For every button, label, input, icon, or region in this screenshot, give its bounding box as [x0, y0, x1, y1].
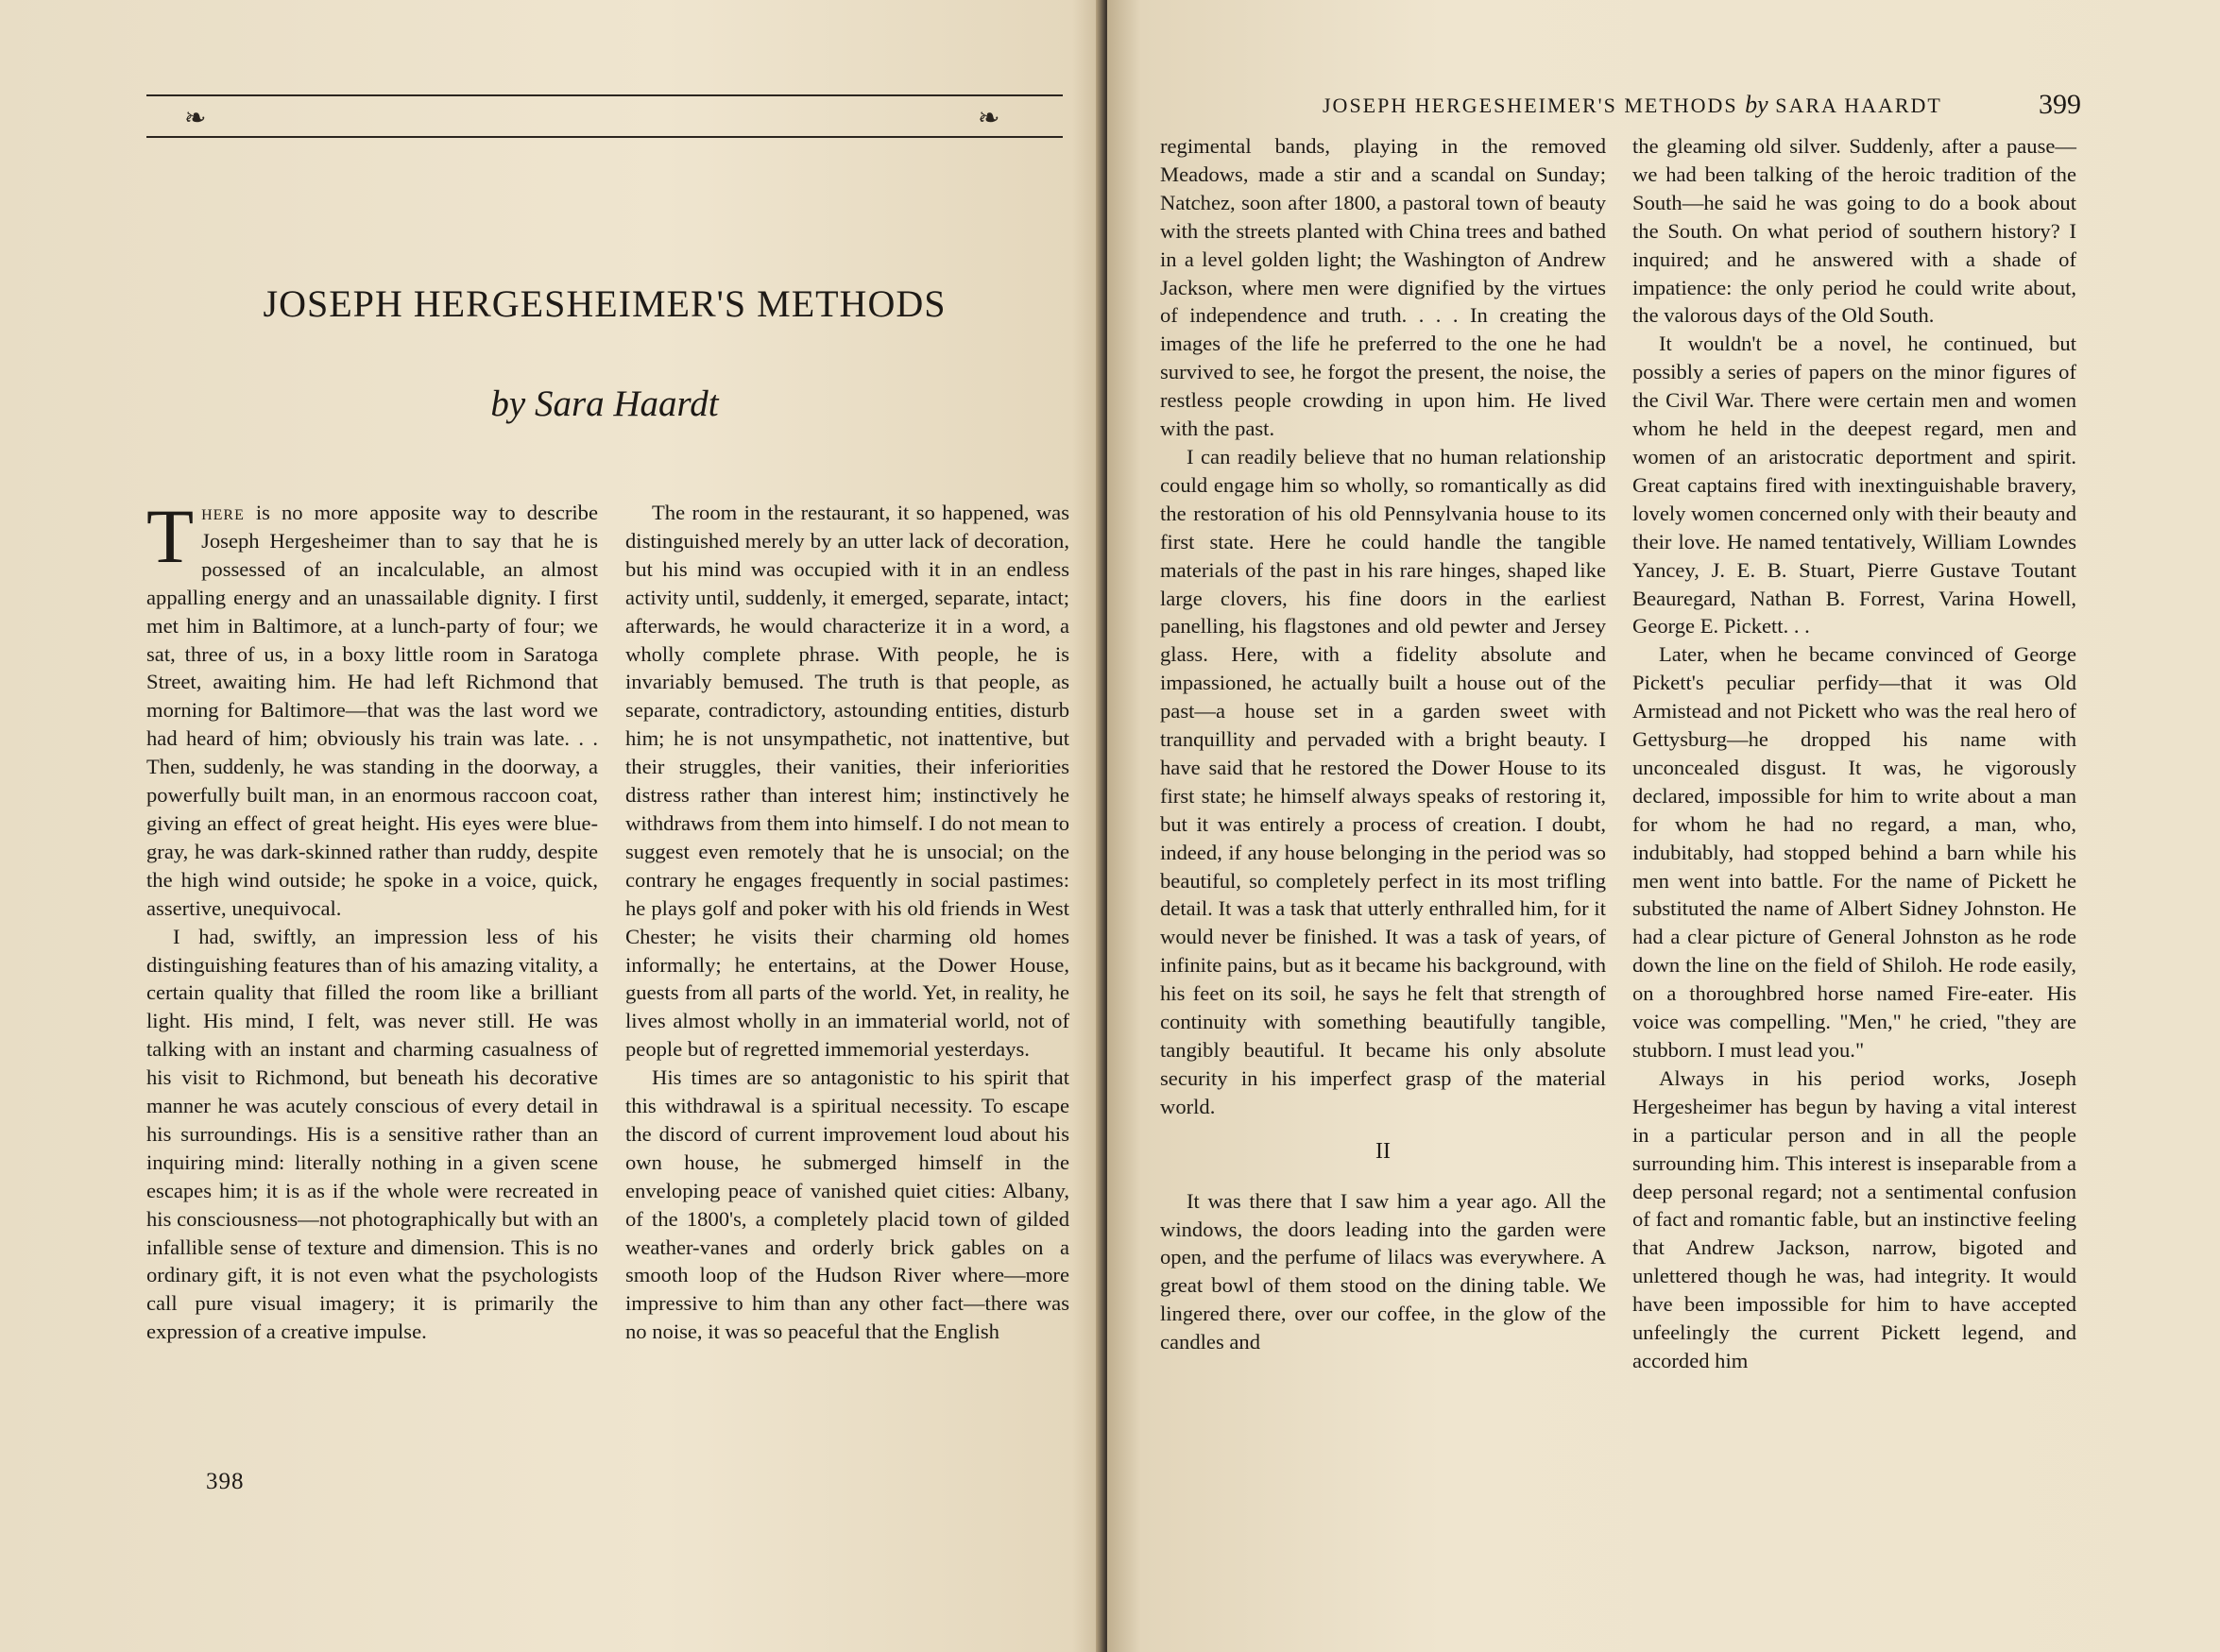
- paragraph: the gleaming old silver. Suddenly, after a pause—we had been talking of the heroic tradition of the South—he said he was going to do a book about the South. On what period of southern history? I inquired; and he answered with a shade of impatience: the only period he could write about, the valorous days of the Old South.: [1632, 134, 2076, 328]
- running-head-title: JOSEPH HERGESHEIMER'S METHODS: [1323, 94, 1738, 117]
- paragraph: His times are so antagonistic to his spirit that this withdrawal is a spiritual necessity. To escape the discord of current improvement loud about his own house, he submerged himself in the enveloping peace of vanished quiet cities: Albany, of the 1800's, a completely placid town of gilded weather-vanes and orderly brick gables on a smooth loop of the Hudson River where—more impressive to him than any other fact—there was no noise, it was so peaceful that the English: [625, 1065, 1069, 1344]
- left-column-2: [625, 499, 1069, 1346]
- paragraph: Always in his period works, Joseph Hergesheimer has begun by having a vital interest in a particular person and in all the people surrounding him. This interest is inseparable from a deep personal regard; not a sentimental confusion of fact and romantic fable, but an instinctive feeling that Andrew Jackson, narrow, bigoted and unlettered though he was, had integrity. It would have been impossible for him to have accepted unfeelingly the current Pickett legend, and accorded him: [1632, 1065, 2076, 1372]
- paragraph: I had, swiftly, an impression less of his distinguishing features than of his amazing vitality, a certain quality that filled the room like a brilliant light. His mind, I felt, was never still. He was talking with an instant and charming casualness of his visit to Richmond, but beneath his decorative manner he was acutely conscious of every detail in his surroundings. His is a sensitive rather than an inquiring mind: literally nothing in a given scene escapes him; it is as if the whole were recreated in his consciousness—not photographically but with an infallible sense of texture and dimension. This is no ordinary gift, it is not even what the psychologists call pure visual imagery; it is primarily the expression of a creative impulse.: [146, 924, 598, 1344]
- left-page: [0, 0, 1105, 1652]
- article-byline: by Sara Haardt: [490, 383, 719, 424]
- article-title: JOSEPH HERGESHEIMER'S METHODS: [263, 282, 947, 325]
- page-number: 399: [2039, 89, 2081, 120]
- paragraph: [146, 493, 598, 923]
- ornament-right-icon: ❧: [978, 104, 999, 133]
- paragraph: It was there that I saw him a year ago. All the windows, the doors leading into the garden were open, and the perfume of lilacs was everywhere. A great bowl of them stood on the dining table. We lingered there, over our coffee, in the glow of the candles and: [1160, 1188, 1606, 1354]
- paragraph: Later, when he became convinced of George Pickett's peculiar perfidy—that it was Old Armistead and not Pickett who was the real hero of Gettysburg—he dropped his name with unconcealed disgust. It was, he vigorously declared, impossible for him to write about a man for whom he had no regard, a man, who, indubitably, had stopped behind a barn while his men went into battle. For the name of Pickett he substituted the name of Albert Sidney Johnston. He had a clear picture of General Johnston as he rode down the line on the field of Shiloh. He rode easily, on a thoroughbred horse named Fire-eater. His voice was compelling. "Men," he cried, "they are stubborn. I must lead you.": [1632, 642, 2076, 1062]
- section-number: II: [1375, 1138, 1391, 1164]
- paragraph: I can readily believe that no human relationship could engage him so wholly, so romantically as did the restoration of his old Pennsylvania house to its first state. Here he could handle the tangible materials of the past in his rare hinges, shaped like large clovers, his fine doors in the earliest panelling, his flagstones and old pewter and Jersey glass. Here, with a fidelity absolute and impassioned, he actually built a house out of the past—a house set in a garden sweet with tranquillity and pervaded with a bright beauty. I have said that he restored the Dower House to its first state; he himself always speaks of restoring it, but it was entirely a process of creation. I doubt, indeed, if any house belonging in the period was so beautiful, so completely perfect in its most trifling detail. It was a task that utterly enthralled him, for it would never be finished. It was a task of years, of infinite pains, but as it became his background, with his feet on its soil, he says he felt that strength of continuity with something beautifully tangible, tangibly beautiful. It became his only absolute security in his imperfect grasp of the material world.: [1160, 444, 1606, 1118]
- right-column-1: [1160, 132, 1606, 1356]
- lead-in-smallcaps: here: [201, 501, 245, 524]
- drop-cap: T: [146, 493, 195, 579]
- running-head-author: SARA HAARDT: [1775, 94, 1942, 117]
- paragraph: It wouldn't be a novel, he continued, but possibly a series of papers on the minor figures of the Civil War. There were certain men and women whom he held in the deepest regard, men and women of an aristocratic deportment and spirit. Great captains fired with inextinguishable bravery, lovely women concerned only with their beauty and their love. He named tentatively, William Lowndes Yancey, J. E. B. Stuart, Pierre Gustave Toutant Beauregard, Nathan B. Forrest, Varina Howell, George E. Pickett. . .: [1632, 332, 2076, 639]
- right-column-2: [1632, 132, 2076, 1375]
- paragraph: regimental bands, playing in the removed Meadows, made a stir and a scandal on Sunday; Natchez, soon after 1800, a pastoral town of beauty with the streets planted with China trees and bathed in a level golden light; the Washington of Andrew Jackson, where men were dignified by the virtues of independence and truth. . . . In creating the images of the life he preferred to the one he had survived to see, he forgot the present, the noise, the restless people crowding in upon him. He lived with the past.: [1160, 134, 1606, 441]
- running-head-by: by: [1745, 91, 1768, 118]
- paragraph: The room in the restaurant, it so happened, was distinguished merely by an utter lack of decoration, but his mind was occupied with it in an endless activity until, suddenly, it emerged, separate, intact; afterwards, he would characterize it in a word, a wholly complete phrase. With people, he is invariably bemused. The truth is that people, as separate, contradictory, astounding entities, disturb him; he is not unsympathetic, not inattentive, but their struggles, their vanities, their inferiorities distress rather than interest him; instinctively he withdraws from them into himself. I do not mean to suggest even remotely that he is unsocial; on the contrary he engages frequently in social pastimes: he plays golf and poker with his old friends in West Chester; he visits their charming old homes informally; he entertains, at the Dower House, guests from all parts of the world. Yet, in reality, he lives almost wholly in an immaterial world, not of people but of regretted immemorial yesterdays.: [625, 501, 1069, 1062]
- page-number: 398: [206, 1469, 245, 1494]
- ornament-left-icon: ❧: [184, 104, 205, 133]
- left-column-1: [146, 493, 598, 1346]
- running-head: [1323, 91, 1942, 119]
- header-rule-bottom: [146, 136, 1063, 138]
- paragraph-text: is no more apposite way to describe Joseph Hergesheimer than to say that he is possessed of an incalculable, an almost appalling energy and an unassailable dignity. I first met him in Baltimore, at a lunch-party of four; we sat, three of us, in a boxy little room in Saratoga Street, awaiting him. He had left Richmond that morning for Baltimore—that was the last word we had heard of him; obviously his train was late. . . Then, suddenly, he was standing in the doorway, a powerfully built man, in an enormous raccoon coat, giving an effect of great height. His eyes were blue-gray, he was dark-skinned rather than ruddy, despite the high wind outside; he spoke in a voice, quick, assertive, unequivocal.: [146, 501, 598, 920]
- header-rule-top: [146, 94, 1063, 96]
